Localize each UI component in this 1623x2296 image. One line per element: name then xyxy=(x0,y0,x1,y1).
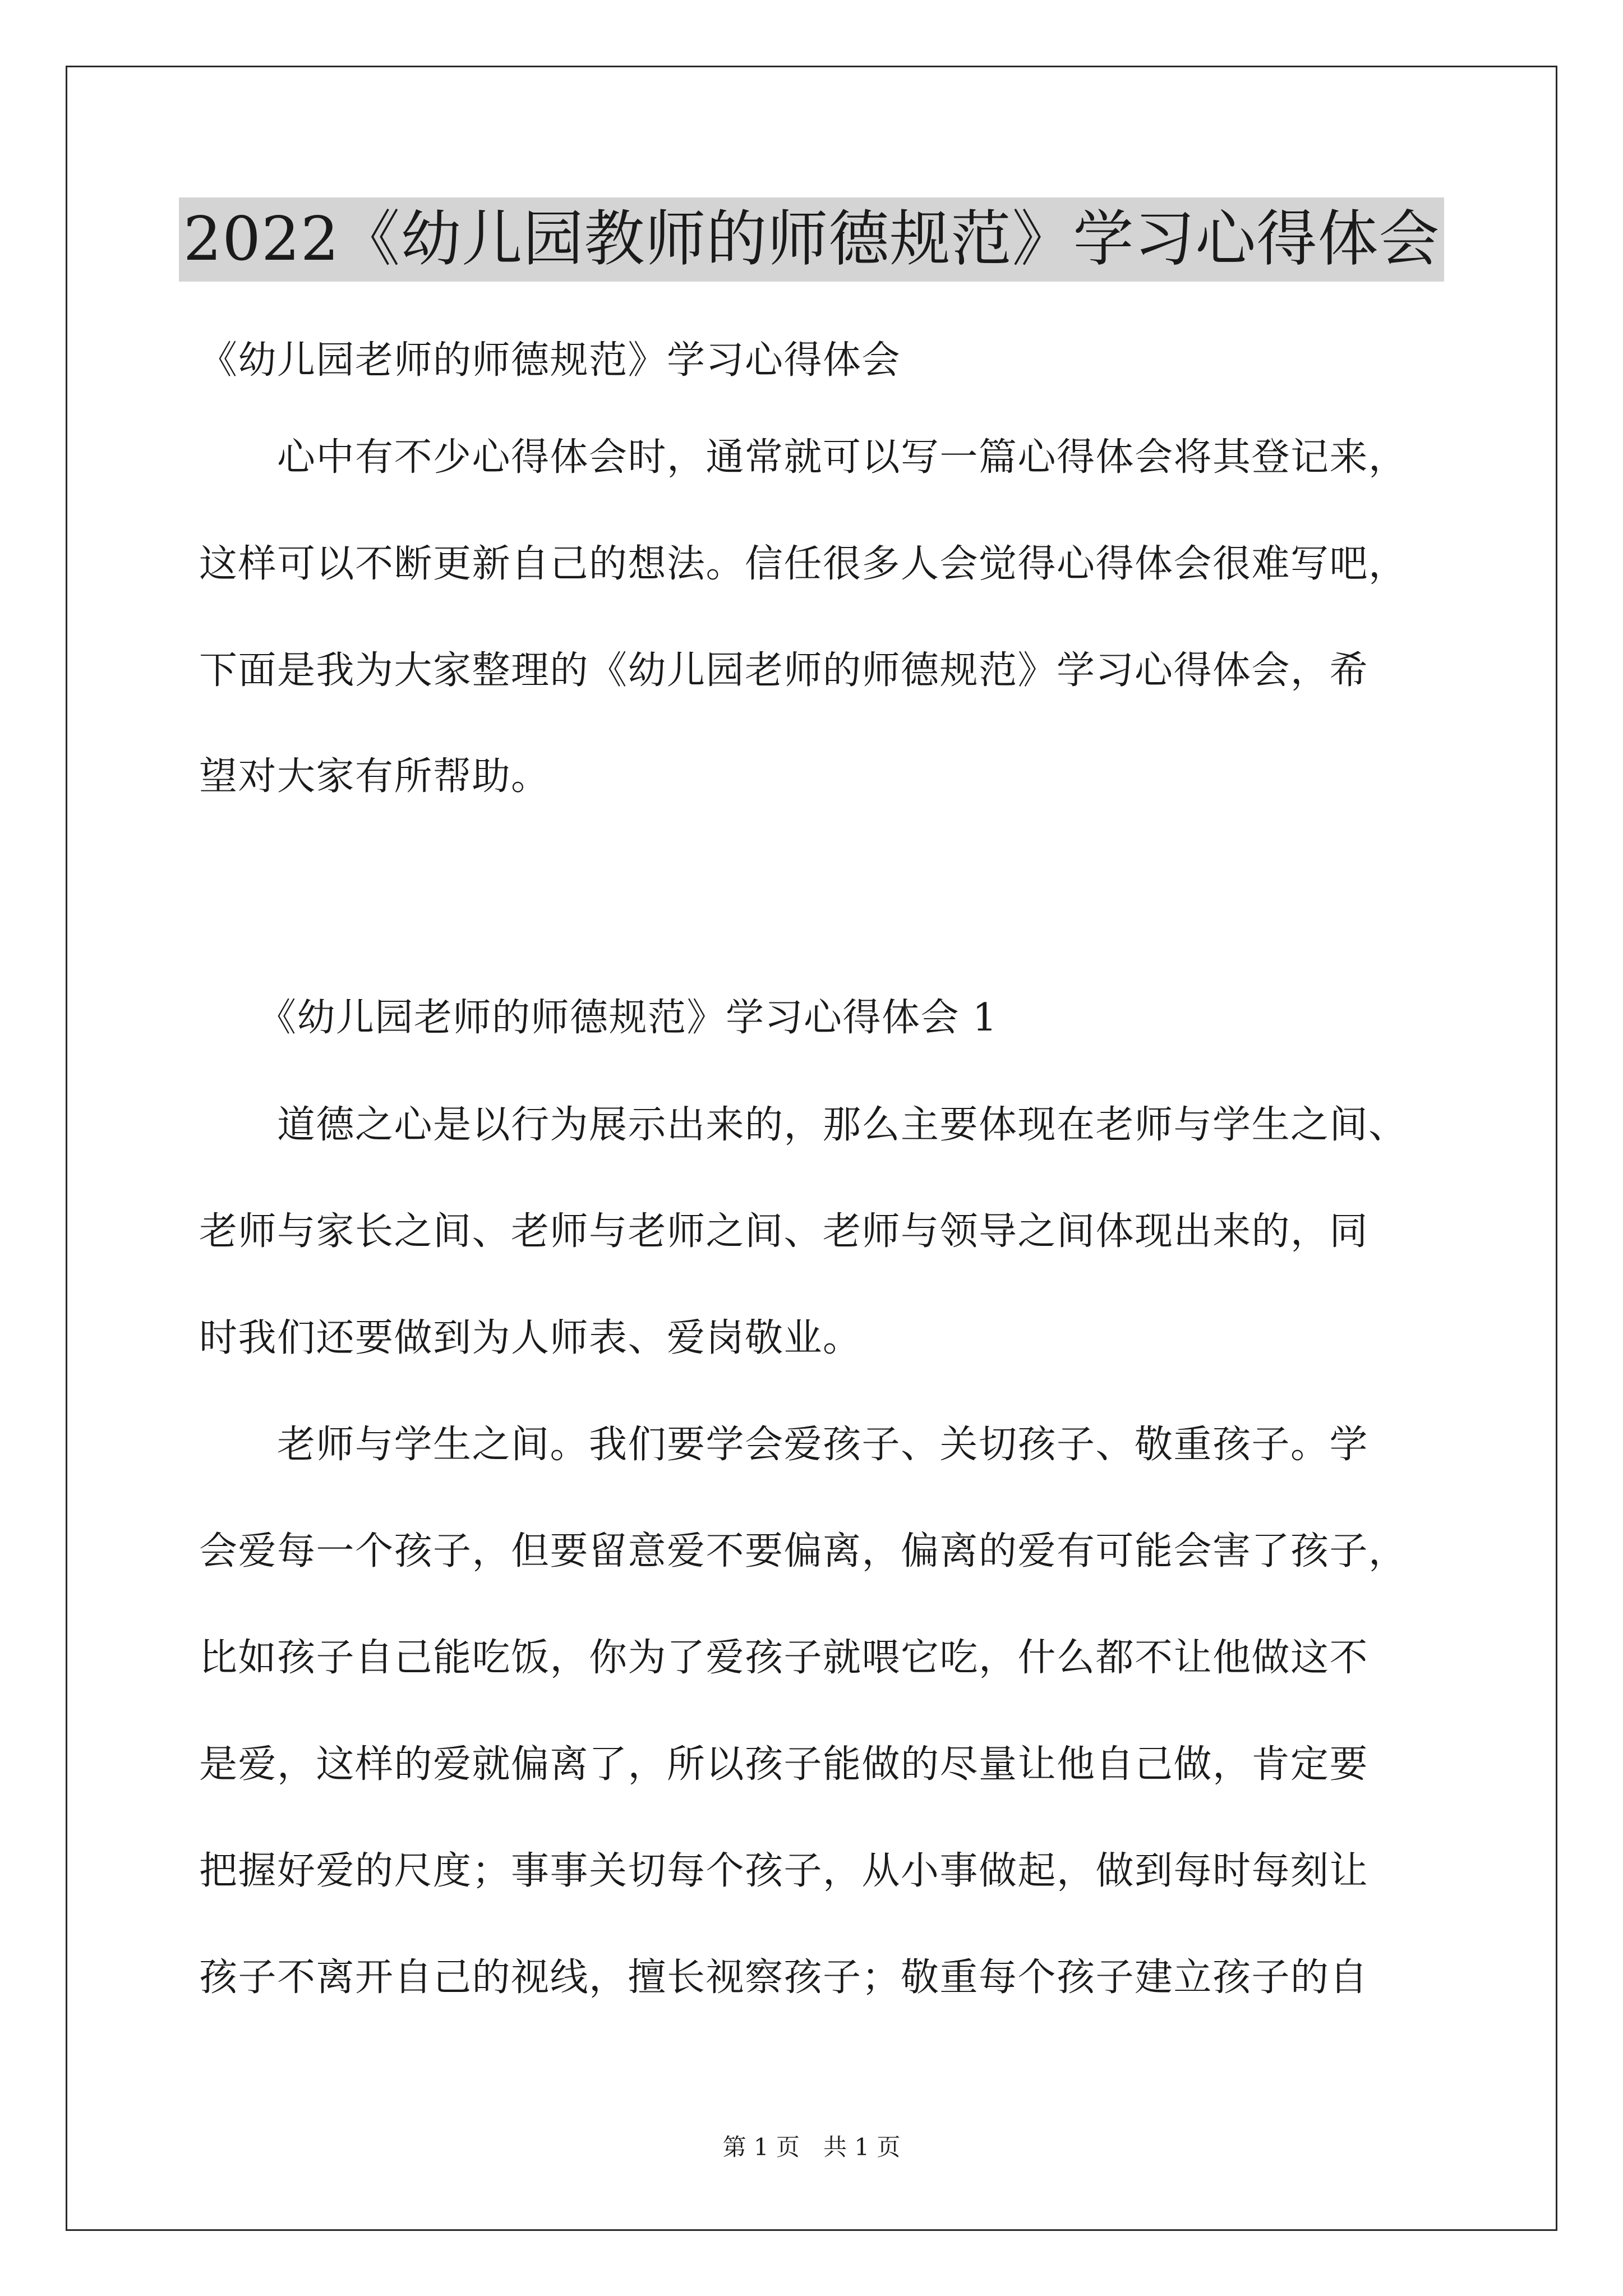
paragraph-line: 老师与学生之间。我们要学会爱孩子、关切孩子、敬重孩子。学 xyxy=(199,1423,1369,1467)
paragraph-line: 时我们还要做到为人师表、爱岗敬业。 xyxy=(199,1316,862,1360)
section-heading: 《幼儿园老师的师德规范》学习心得体会 1 xyxy=(199,996,998,1040)
paragraph-line: 老师与家长之间、老师与老师之间、老师与领导之间体现出来的，同 xyxy=(199,1209,1369,1254)
paragraph-line: 道德之心是以行为展示出来的，那么主要体现在老师与学生之间、 xyxy=(199,1103,1408,1147)
page-footer: 第 1 页 共 1 页 xyxy=(722,2133,901,2161)
paragraph-line: 望对大家有所帮助。 xyxy=(199,754,550,799)
paragraph-line: 比如孩子自己能吃饭，你为了爱孩子就喂它吃，什么都不让他做这不 xyxy=(199,1636,1369,1680)
paragraph-line: 会爱每一个孩子，但要留意爱不要偏离，偏离的爱有可能会害了孩子， xyxy=(199,1529,1408,1573)
title-container xyxy=(0,197,1623,282)
paragraph-line: 心中有不少心得体会时，通常就可以写一篇心得体会将其登记来， xyxy=(199,435,1408,480)
paragraph-line: 把握好爱的尺度；事事关切每个孩子，从小事做起，做到每时每刻让 xyxy=(199,1849,1369,1893)
paragraph-line: 这样可以不断更新自己的想法。信任很多人会觉得心得体会很难写吧， xyxy=(199,542,1408,586)
paragraph-line: 是爱，这样的爱就偏离了，所以孩子能做的尽量让他自己做，肯定要 xyxy=(199,1742,1369,1787)
paragraph-line: 下面是我为大家整理的《幼儿园老师的师德规范》学习心得体会，希 xyxy=(199,648,1369,693)
document-title: 2022《幼儿园教师的师德规范》学习心得体会 xyxy=(179,197,1445,282)
subtitle-line: 《幼儿园老师的师德规范》学习心得体会 xyxy=(199,338,901,383)
paragraph-line: 孩子不离开自己的视线，擅长视察孩子；敬重每个孩子建立孩子的自 xyxy=(199,1955,1369,2000)
